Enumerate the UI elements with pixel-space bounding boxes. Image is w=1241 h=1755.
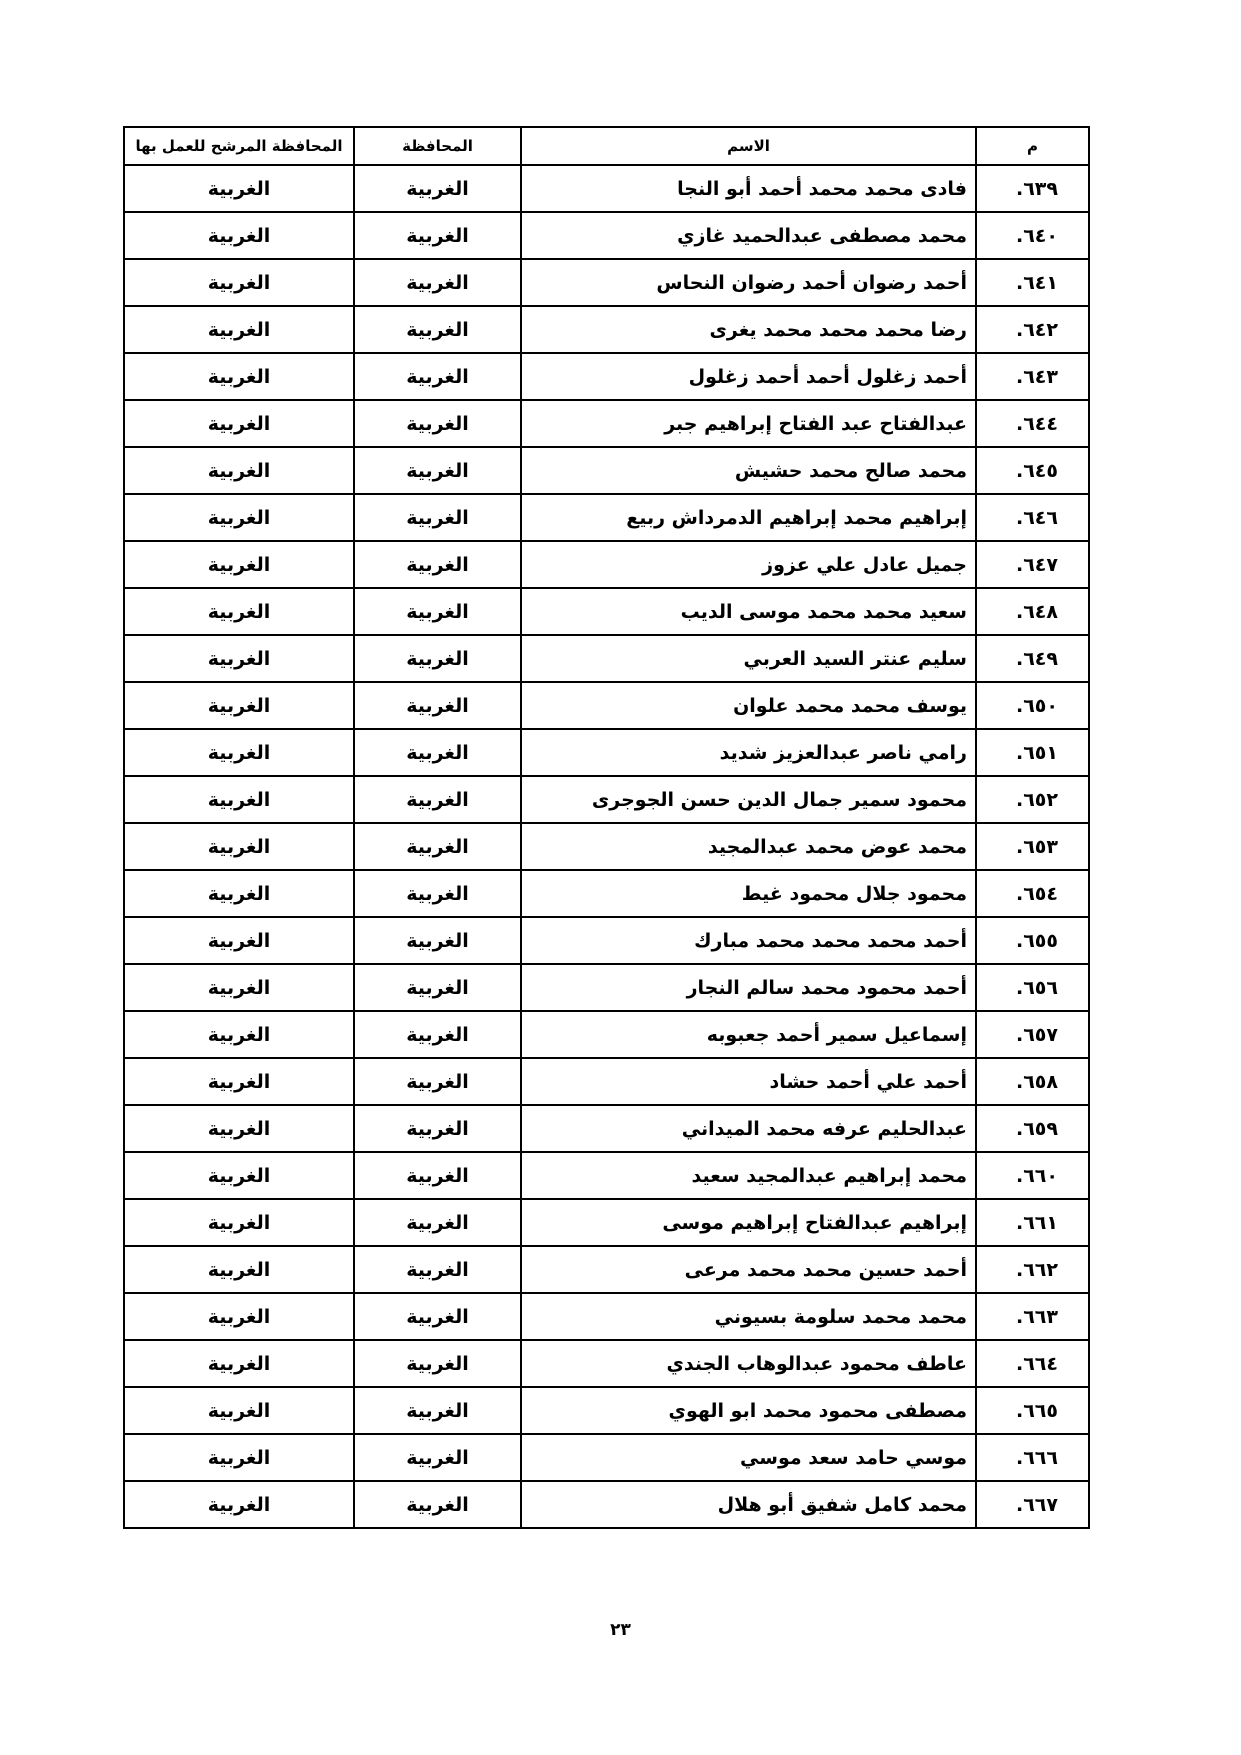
table-row [124,1340,1089,1387]
assigned-governorate: الغربية [124,870,354,917]
row-number: ٦٤١. [976,259,1089,306]
candidate-governorate: الغربية [354,494,521,541]
candidate-governorate: الغربية [354,776,521,823]
assigned-governorate: الغربية [124,917,354,964]
table-row [124,165,1089,212]
table-row [124,353,1089,400]
row-number: ٦٤٩. [976,635,1089,682]
table-row [124,964,1089,1011]
candidate-name: إبراهيم محمد إبراهيم الدمرداش ربيع [521,494,976,541]
candidate-governorate: الغربية [354,588,521,635]
table-row [124,823,1089,870]
row-number: ٦٥١. [976,729,1089,776]
table-row [124,1387,1089,1434]
row-number: ٦٤٢. [976,306,1089,353]
assigned-governorate: الغربية [124,1293,354,1340]
assigned-governorate: الغربية [124,1105,354,1152]
table-row [124,400,1089,447]
row-number: ٦٥٢. [976,776,1089,823]
candidate-name: أحمد محمود محمد سالم النجار [521,964,976,1011]
candidate-name: أحمد محمد محمد محمد مبارك [521,917,976,964]
assigned-governorate: الغربية [124,729,354,776]
table-row [124,1105,1089,1152]
row-number: ٦٦٤. [976,1340,1089,1387]
candidate-name: محمود سمير جمال الدين حسن الجوجرى [521,776,976,823]
assigned-governorate: الغربية [124,212,354,259]
assigned-governorate: الغربية [124,1152,354,1199]
table-body [124,165,1089,1528]
candidate-governorate: الغربية [354,306,521,353]
table-row [124,870,1089,917]
candidate-governorate: الغربية [354,212,521,259]
assigned-governorate: الغربية [124,964,354,1011]
table-header [124,127,1089,165]
candidate-governorate: الغربية [354,964,521,1011]
candidate-name: عبدالفتاح عبد الفتاح إبراهيم جبر [521,400,976,447]
row-number: ٦٥٤. [976,870,1089,917]
page-number: ٢٣ [610,1620,631,1640]
assigned-governorate: الغربية [124,1481,354,1528]
table-row [124,1434,1089,1481]
header-name: الاسم [521,127,976,165]
candidate-name: أحمد رضوان أحمد رضوان النحاس [521,259,976,306]
assigned-governorate: الغربية [124,541,354,588]
candidate-name: محمد إبراهيم عبدالمجيد سعيد [521,1152,976,1199]
candidate-governorate: الغربية [354,823,521,870]
assigned-governorate: الغربية [124,635,354,682]
row-number: ٦٥٣. [976,823,1089,870]
candidate-governorate: الغربية [354,1105,521,1152]
row-number: ٦٥٧. [976,1011,1089,1058]
candidate-governorate: الغربية [354,1152,521,1199]
table-row [124,447,1089,494]
candidate-name: فادى محمد محمد أحمد أبو النجا [521,165,976,212]
candidate-name: إبراهيم عبدالفتاح إبراهيم موسى [521,1199,976,1246]
candidate-name: محمد كامل شفيق أبو هلال [521,1481,976,1528]
row-number: ٦٤٦. [976,494,1089,541]
assigned-governorate: الغربية [124,1340,354,1387]
table-row [124,541,1089,588]
row-number: ٦٦٢. [976,1246,1089,1293]
candidate-name: سعيد محمد محمد موسى الديب [521,588,976,635]
table-row [124,588,1089,635]
table-header-row [124,127,1089,165]
table-row [124,1011,1089,1058]
row-number: ٦٤٤. [976,400,1089,447]
candidate-name: عاطف محمود عبدالوهاب الجندي [521,1340,976,1387]
candidate-governorate: الغربية [354,729,521,776]
candidate-name: رضا محمد محمد محمد يغرى [521,306,976,353]
table-row [124,1152,1089,1199]
assigned-governorate: الغربية [124,259,354,306]
row-number: ٦٦٠. [976,1152,1089,1199]
candidate-governorate: الغربية [354,541,521,588]
candidate-governorate: الغربية [354,1481,521,1528]
candidate-governorate: الغربية [354,259,521,306]
candidate-governorate: الغربية [354,635,521,682]
assigned-governorate: الغربية [124,1246,354,1293]
table-row [124,1058,1089,1105]
candidate-name: محمد محمد سلومة بسيوني [521,1293,976,1340]
assigned-governorate: الغربية [124,353,354,400]
candidate-governorate: الغربية [354,353,521,400]
candidate-governorate: الغربية [354,917,521,964]
row-number: ٦٥٠. [976,682,1089,729]
candidate-governorate: الغربية [354,1387,521,1434]
candidate-name: موسي حامد سعد موسي [521,1434,976,1481]
table-row [124,212,1089,259]
assigned-governorate: الغربية [124,400,354,447]
assigned-governorate: الغربية [124,165,354,212]
table-row [124,259,1089,306]
table-row [124,1481,1089,1528]
row-number: ٦٦٣. [976,1293,1089,1340]
candidate-name: محمود جلال محمود غيط [521,870,976,917]
candidate-governorate: الغربية [354,1434,521,1481]
assigned-governorate: الغربية [124,447,354,494]
candidate-name: يوسف محمد محمد علوان [521,682,976,729]
header-assigned-governorate: المحافظة المرشح للعمل بها [124,127,354,165]
assigned-governorate: الغربية [124,1387,354,1434]
candidate-name: سليم عنتر السيد العربي [521,635,976,682]
candidate-name: أحمد زغلول أحمد أحمد زغلول [521,353,976,400]
row-number: ٦٦٥. [976,1387,1089,1434]
candidate-name: عبدالحليم عرفه محمد الميداني [521,1105,976,1152]
candidate-governorate: الغربية [354,870,521,917]
row-number: ٦٥٨. [976,1058,1089,1105]
table-row [124,494,1089,541]
candidate-name: مصطفى محمود محمد ابو الهوي [521,1387,976,1434]
table-row [124,682,1089,729]
assigned-governorate: الغربية [124,1434,354,1481]
candidate-governorate: الغربية [354,1199,521,1246]
row-number: ٦٤٠. [976,212,1089,259]
table-row [124,776,1089,823]
candidate-governorate: الغربية [354,682,521,729]
assigned-governorate: الغربية [124,306,354,353]
table-row [124,1293,1089,1340]
header-number: م [976,127,1089,165]
candidate-governorate: الغربية [354,400,521,447]
candidate-name: أحمد علي أحمد حشاد [521,1058,976,1105]
table-row [124,1246,1089,1293]
row-number: ٦٦٧. [976,1481,1089,1528]
row-number: ٦٤٨. [976,588,1089,635]
table-row [124,306,1089,353]
row-number: ٦٤٥. [976,447,1089,494]
assigned-governorate: الغربية [124,1011,354,1058]
assigned-governorate: الغربية [124,682,354,729]
assigned-governorate: الغربية [124,494,354,541]
table-row [124,729,1089,776]
candidate-governorate: الغربية [354,1246,521,1293]
row-number: ٦٦١. [976,1199,1089,1246]
candidate-name: محمد مصطفى عبدالحميد غازي [521,212,976,259]
candidate-name: محمد صالح محمد حشيش [521,447,976,494]
table-row [124,917,1089,964]
assigned-governorate: الغربية [124,588,354,635]
candidate-name: رامي ناصر عبدالعزيز شديد [521,729,976,776]
row-number: ٦٤٧. [976,541,1089,588]
row-number: ٦٥٦. [976,964,1089,1011]
candidate-governorate: الغربية [354,1293,521,1340]
assigned-governorate: الغربية [124,1058,354,1105]
candidate-name: إسماعيل سمير أحمد جعبوبه [521,1011,976,1058]
candidate-name: أحمد حسين محمد محمد مرعى [521,1246,976,1293]
row-number: ٦٣٩. [976,165,1089,212]
candidate-name: جميل عادل علي عزوز [521,541,976,588]
assigned-governorate: الغربية [124,776,354,823]
candidate-governorate: الغربية [354,165,521,212]
table-row [124,1199,1089,1246]
table-row [124,635,1089,682]
candidate-governorate: الغربية [354,447,521,494]
candidate-governorate: الغربية [354,1340,521,1387]
row-number: ٦٤٣. [976,353,1089,400]
row-number: ٦٥٥. [976,917,1089,964]
candidate-name: محمد عوض محمد عبدالمجيد [521,823,976,870]
assigned-governorate: الغربية [124,823,354,870]
candidate-governorate: الغربية [354,1058,521,1105]
row-number: ٦٥٩. [976,1105,1089,1152]
candidates-table [123,126,1090,1529]
row-number: ٦٦٦. [976,1434,1089,1481]
candidate-governorate: الغربية [354,1011,521,1058]
header-governorate: المحافظة [354,127,521,165]
assigned-governorate: الغربية [124,1199,354,1246]
